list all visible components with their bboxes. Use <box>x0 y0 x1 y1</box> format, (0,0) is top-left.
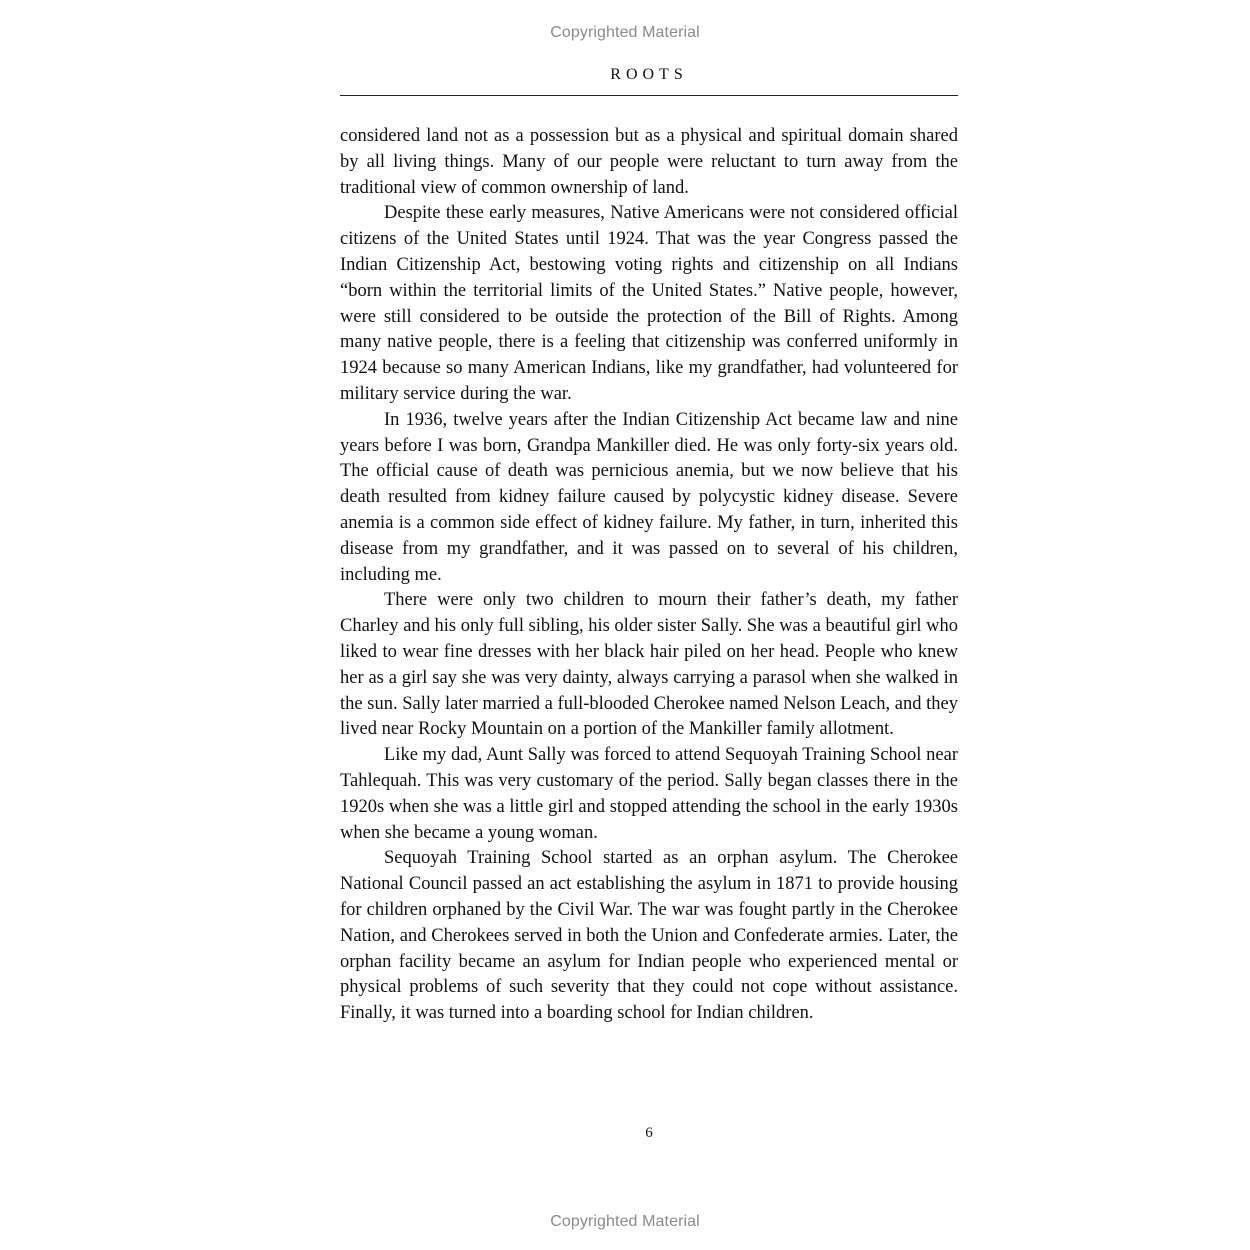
copyright-watermark-top: Copyrighted Material <box>550 24 700 41</box>
page-number: 6 <box>645 1125 653 1141</box>
running-head-title: ROOTS <box>610 66 688 83</box>
page-body <box>340 124 958 1027</box>
header-rule <box>340 95 958 96</box>
paragraph-continued: considered land not as a possession but as a physical and spiritual domain shared by all living things. Many of our people were reluctant to turn away from the traditional view of common ownership of land. <box>340 126 958 198</box>
paragraph: In 1936, twelve years after the Indian Citizenship Act became law and nine years before I was born, Grandpa Mankiller died. He was only forty-six years old. The official cause of death was pernicious anemia, but we now believe that his death resulted from kidney failure caused by polycystic kidney disease. Severe anemia is a common side effect of kidney failure. My father, in turn, inherited this disease from my grandfather, and it was passed on to several of his children, including me. <box>340 409 958 585</box>
paragraph: There were only two children to mourn their father’s death, my father Charley and his only full sibling, his older sister Sally. She was a beautiful girl who liked to wear fine dresses with her black hair piled on her head. People who knew her as a girl say she was very dainty, always carrying a parasol when she walked in the sun. Sally later married a full-blooded Cherokee named Nelson Leach, and they lived near Rocky Mountain on a portion of the Mankiller family allotment. <box>340 590 958 740</box>
paragraph: Despite these early measures, Native Americans were not considered official citizens of the United States until 1924. That was the year Congress passed the Indian Citizenship Act, bestowing voting rights and citizenship on all Indians “born within the territorial limits of the United States.” Native people, however, were still considered to be outside the protection of the Bill of Rights. Among many native people, there is a feeling that citizenship was conferred uniformly in 1924 because so many American Indians, like my grandfather, had volunteered for military service during the war. <box>340 203 958 404</box>
paragraph: Like my dad, Aunt Sally was forced to attend Sequoyah Training School near Tahlequah. This was very customary of the period. Sally began classes there in the 1920s when she was a little girl and stopped attending the school in the early 1930s when she became a young woman. <box>340 745 958 843</box>
paragraph: Sequoyah Training School started as an orphan asylum. The Cherokee National Council passed an act establishing the asylum in 1871 to provide housing for children orphaned by the Civil War. The war was fought partly in the Cherokee Nation, and Cherokees served in both the Union and Confederate armies. Later, the orphan facility became an asylum for Indian people who experienced mental or physical problems of such severity that they could not cope without assistance. Finally, it was turned into a boarding school for Indian children. <box>340 848 958 1024</box>
copyright-watermark-bottom: Copyrighted Material <box>550 1213 700 1230</box>
